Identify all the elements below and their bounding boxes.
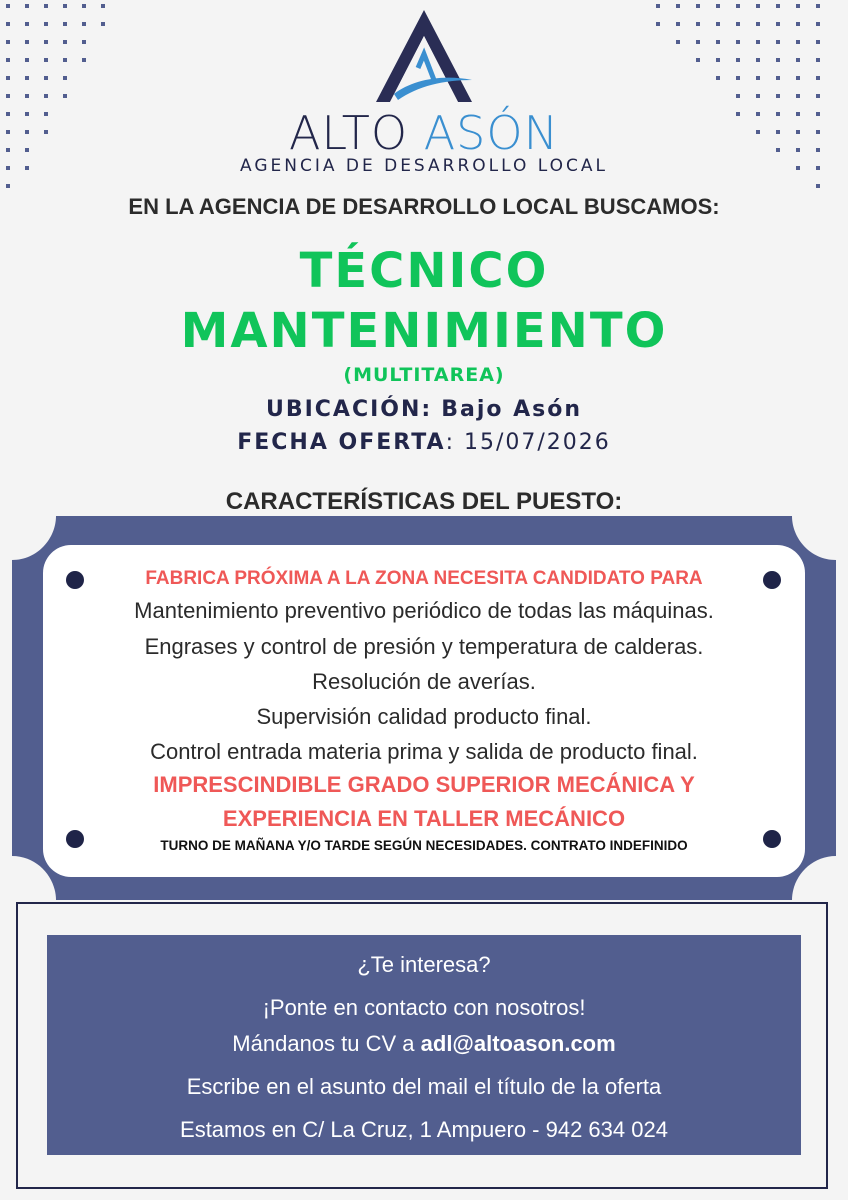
contact-line3	[47, 1029, 801, 1059]
brand-name	[0, 108, 848, 158]
requirement-line2: EXPERIENCIA EN TALLER MECÁNICO	[222, 806, 626, 831]
location	[0, 395, 848, 425]
feature-item: Supervisión calidad producto final.	[256, 704, 592, 729]
feature-item: Resolución de averías.	[312, 669, 536, 694]
brand-subtitle: AGENCIA DE DESARROLLO LOCAL	[239, 156, 609, 176]
contact-line1: ¿Te interesa?	[357, 952, 491, 977]
location-value: Bajo Asón	[441, 397, 583, 422]
feature-item: Mantenimiento preventivo periódico de todas las máquinas.	[134, 598, 714, 623]
mountain-a-logo	[372, 10, 476, 108]
job-title-line2: MANTENIMIENTO	[180, 303, 668, 359]
brand-name-alto: ALTO	[289, 106, 409, 160]
features-intro: FABRICA PRÓXIMA A LA ZONA NECESITA CANDIDATO PARA	[145, 568, 703, 589]
section-title: CARACTERÍSTICAS DEL PUESTO:	[225, 488, 623, 515]
email-link[interactable]: adl@altoason.com	[420, 1031, 616, 1056]
headline: EN LA AGENCIA DE DESARROLLO LOCAL BUSCAMOS:	[128, 194, 720, 219]
requirement-line1: IMPRESCINDIBLE GRADO SUPERIOR MECÁNICA Y	[153, 772, 695, 797]
contact-line2: ¡Ponte en contacto con nosotros!	[262, 995, 586, 1020]
contact-panel	[47, 935, 801, 1155]
location-label: UBICACIÓN:	[265, 397, 433, 422]
offer-date	[0, 428, 848, 458]
conditions: TURNO DE MAÑANA Y/O TARDE SEGÚN NECESIDADES. CONTRATO INDEFINIDO	[160, 838, 688, 853]
brand-name-ason: ASÓN	[423, 106, 559, 160]
job-title-line1: TÉCNICO	[299, 243, 549, 299]
cv-prefix: Mándanos tu CV a	[232, 1031, 421, 1056]
date-value: : 15/07/2026	[445, 430, 611, 455]
contact-line5: Estamos en C/ La Cruz, 1 Ampuero - 942 634 024	[180, 1117, 668, 1142]
feature-item: Engrases y control de presión y temperatura de calderas.	[144, 634, 704, 659]
feature-item: Control entrada materia prima y salida de producto final.	[150, 739, 698, 764]
date-label: FECHA OFERTA	[237, 430, 446, 455]
job-subtitle: (MULTITAREA)	[343, 364, 505, 386]
contact-line4: Escribe en el asunto del mail el título de la oferta	[186, 1074, 662, 1099]
logo	[0, 0, 848, 190]
